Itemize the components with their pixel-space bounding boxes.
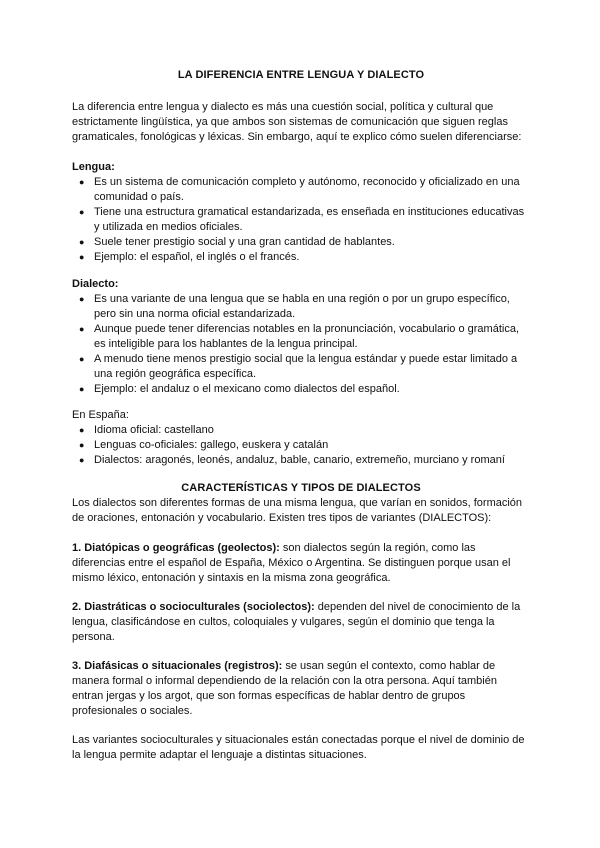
list-item: ● Tiene una estructura gramatical estandarizada, es enseñada en instituciones educativas y utilizada en medios oficiales. bbox=[79, 206, 525, 233]
bullet-icon: ● bbox=[79, 455, 85, 465]
list-item: ● Ejemplo: el español, el inglés o el francés. bbox=[79, 251, 300, 263]
type-paragraph-diastraticas: 2. Diastráticas o socioculturales (sociolectos): dependen del nivel de conocimiento de la lengua, clasificándose en cultos, coloquiales y vulgares, según el dominio que tenga la persona. bbox=[72, 601, 521, 643]
list-item: ● Idioma oficial: castellano bbox=[79, 424, 214, 436]
section2-title: CARACTERÍSTICAS Y TIPOS DE DIALECTOS bbox=[181, 482, 421, 494]
type-lead: 1. Diatópicas o geográficas (geolectos): bbox=[72, 542, 280, 554]
bullet-icon: ● bbox=[79, 440, 85, 450]
conclusion-paragraph: Las variantes socioculturales y situacionales están conectadas porque el nivel de dominio de la lengua permite adaptar el lenguaje a distintas situaciones. bbox=[72, 734, 525, 761]
list-item: ● Dialectos: aragonés, leonés, andaluz, bable, canario, extremeño, murciano y romaní bbox=[79, 454, 505, 466]
dialecto-list bbox=[72, 292, 530, 397]
espana-list bbox=[72, 423, 530, 468]
type-paragraph-diatopicas: 1. Diatópicas o geográficas (geolectos): son dialectos según la región, como las diferencias entre el español de España, México o Argentina. Se distinguen porque usan el mismo léxico, entonación y sintaxis en la misma zona geográfica. bbox=[72, 542, 511, 584]
list-item: ● Suele tener prestigio social y una gran cantidad de hablantes. bbox=[79, 236, 395, 248]
type-lead: 3. Diafásicas o situacionales (registros): bbox=[72, 660, 283, 672]
list-item: ● Es una variante de una lengua que se habla en una región o por un grupo específico, pero sin una norma oficial estandarizada. bbox=[79, 293, 510, 320]
dialecto-heading: Dialecto: bbox=[72, 278, 119, 290]
espana-heading: En España: bbox=[72, 409, 129, 421]
list-item: ● Aunque puede tener diferencias notables en la pronunciación, vocabulario o gramática, es inteligible para los hablantes de la lengua principal. bbox=[79, 323, 520, 350]
bullet-icon: ● bbox=[79, 207, 85, 217]
bullet-icon: ● bbox=[79, 324, 85, 334]
bullet-icon: ● bbox=[79, 177, 85, 187]
bullet-icon: ● bbox=[79, 252, 85, 262]
lengua-heading: Lengua: bbox=[72, 161, 115, 173]
type-paragraph-diafasicas: 3. Diafásicas o situacionales (registros): se usan según el contexto, como hablar de manera formal o informal dependiendo de la relación con la otra persona. Aquí también entran jergas y los argot, que son formas específicas de hablar dentro de grupos profesionales o sociales. bbox=[72, 660, 497, 717]
bullet-icon: ● bbox=[79, 294, 85, 304]
document-title: LA DIFERENCIA ENTRE LENGUA Y DIALECTO bbox=[177, 69, 425, 81]
bullet-icon: ● bbox=[79, 354, 85, 364]
bullet-icon: ● bbox=[79, 425, 85, 435]
bullet-icon: ● bbox=[79, 237, 85, 247]
bullet-icon: ● bbox=[79, 384, 85, 394]
list-item: ● Ejemplo: el andaluz o el mexicano como dialectos del español. bbox=[79, 383, 400, 395]
list-item: ● Es un sistema de comunicación completo y autónomo, reconocido y oficializado en una comunidad o país. bbox=[79, 176, 520, 203]
intro-paragraph: La diferencia entre lengua y dialecto es más una cuestión social, política y cultural que estrictamente lingüística, ya que ambos son sistemas de comunicación que siguen reglas gramaticales, fonológicas y léxicas. Sin embargo, aquí te explico cómo suelen diferenciarse: bbox=[72, 101, 522, 143]
list-item: ● Lenguas co-oficiales: gallego, euskera y catalán bbox=[79, 439, 329, 451]
list-item: ● A menudo tiene menos prestigio social que la lengua estándar y puede estar limitado a una región geográfica específica. bbox=[79, 353, 518, 380]
lengua-list bbox=[72, 175, 530, 265]
type-lead: 2. Diastráticas o socioculturales (sociolectos): bbox=[72, 601, 315, 613]
section2-intro: Los dialectos son diferentes formas de una misma lengua, que varían en sonidos, formación de oraciones, entonación y vocabulario. Existen tres tipos de variantes (DIALECTOS): bbox=[72, 497, 523, 524]
